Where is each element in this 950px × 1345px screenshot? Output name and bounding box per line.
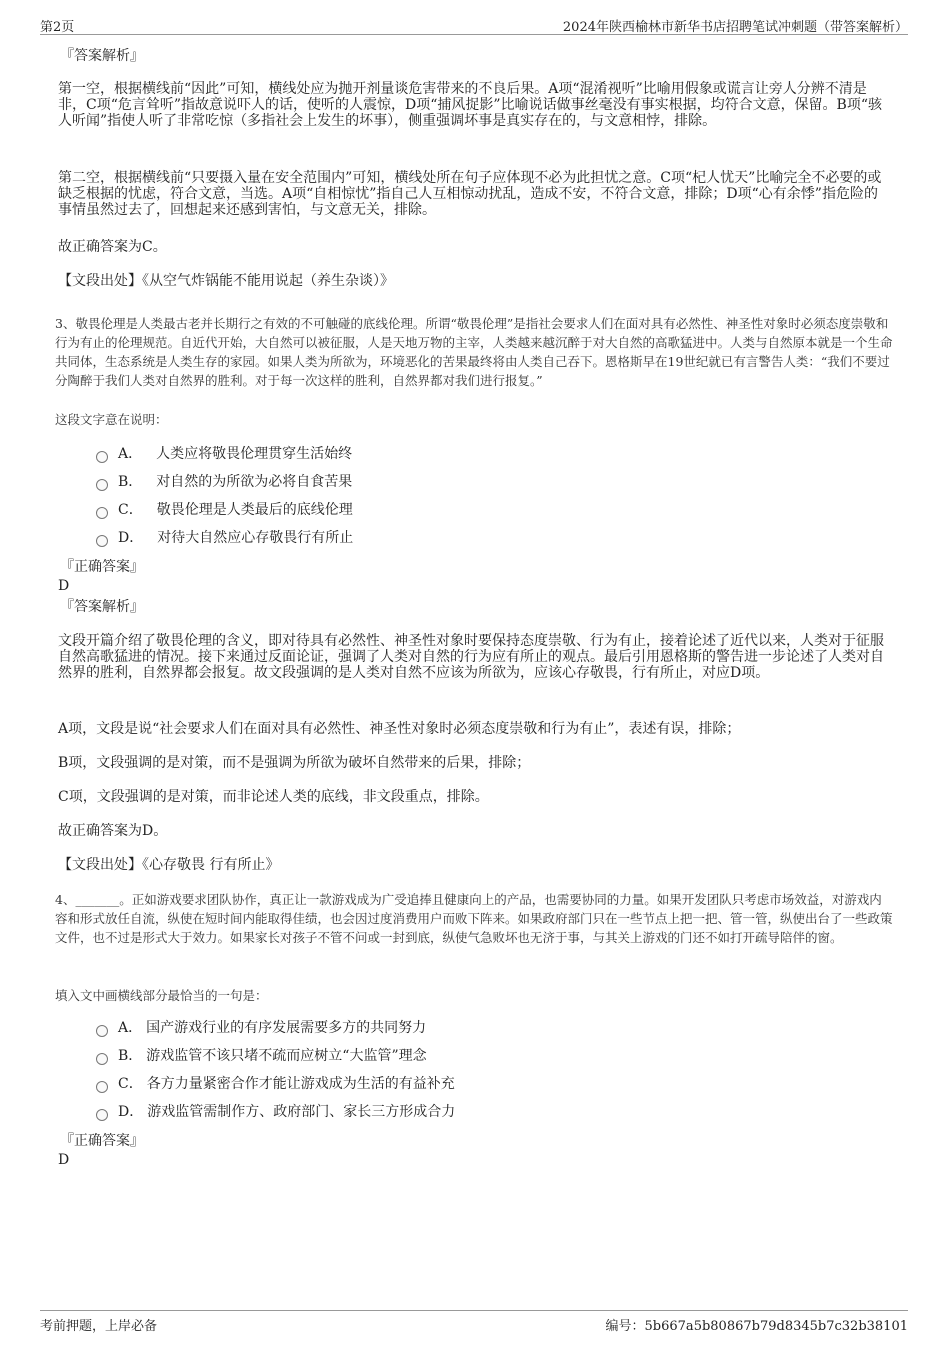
q3-prompt: 这段文字意在说明： (55, 412, 168, 427)
q3-option-c[interactable] (96, 501, 353, 519)
q2-analysis-label: 『答案解析』 (60, 48, 144, 64)
q2-analysis-para2: 第二空，根据横线前“只要摄入量在安全范围内”可知，横线处所在句子应体现不必为此担忧之意。C项“杞人忧天”比喻完全不必要的或缺乏根据的忧虑，符合文意，当选。A项“自相惊忧”指自己人互相惊动扰乱，造成不安，不符合文意，排除；D项“心有余悸”指危险的事情虽然过去了，回想起来还感到害怕，与文意无关，排除。 (58, 170, 882, 218)
q4-option-a-letter: A． (118, 1020, 143, 1036)
q4-option-c-letter: C． (118, 1076, 143, 1092)
footer-slogan: 考前押题，上岸必备 (40, 1319, 158, 1334)
radio-icon[interactable] (96, 507, 108, 519)
q4-option-c-text: 各方力量紧密合作才能让游戏成为生活的有益补充 (146, 1076, 455, 1092)
page-number: 第2页 (40, 20, 75, 35)
q2-source: 【文段出处】《从空气炸锅能不能用说起（养生杂谈）》 (58, 273, 394, 289)
q3-analysis-label: 『答案解析』 (60, 599, 144, 615)
q4-prompt: 填入文中画横线部分最恰当的一句是： (55, 988, 268, 1003)
q3-option-b-letter: B． (118, 474, 143, 490)
q3-option-d-text: 对待大自然应心存敬畏行有所止 (157, 530, 354, 546)
q2-analysis-para1: 第一空，根据横线前“因此”可知，横线处应为抛开剂量谈危害带来的不良后果。A项“混淆视听”比喻用假象或谎言让旁人分辨不清是非，C项“危言耸听”指故意说吓人的话，使听的人震惊，D项“捕风捉影”比喻说话做事丝毫没有事实根据，均符合文意，保留。B项“骇人听闻”指使人听了非常吃惊（多指社会上发生的坏事），侧重强调坏事是真实存在的，与文意相悖，排除。 (58, 81, 883, 129)
radio-icon[interactable] (96, 535, 108, 547)
q3-analysis-option-a: A项，文段是说“社会要求人们在面对具有必然性、神圣性对象时必须态度崇敬和行为有止”，表述有误，排除； (58, 721, 741, 737)
radio-icon[interactable] (96, 1025, 108, 1037)
q4-option-a-text: 国产游戏行业的有序发展需要多方的共同努力 (146, 1020, 427, 1036)
radio-icon[interactable] (96, 1053, 108, 1065)
radio-icon[interactable] (96, 1109, 108, 1121)
q3-analysis-option-c: C项，文段强调的是对策，而非论述人类的底线，非文段重点，排除。 (58, 789, 489, 805)
q3-analysis-para1: 文段开篇介绍了敬畏伦理的含义，即对待具有必然性、神圣性对象时要保持态度崇敬、行为有止，接着论述了近代以来，人类对于征服自然高歌猛进的情况。接下来通过反面论证，强调了人类对自然的行为应有所止的观点。最后引用恩格斯的警告进一步论述了人类对自然界的胜利，自然界都会报复。故文段强调的是人类对自然不应该为所欲为，应该心存敬畏，行有所止，对应D项。 (58, 633, 884, 681)
q3-option-b[interactable] (96, 473, 352, 491)
q3-option-d-letter: D． (118, 530, 144, 546)
q4-option-b-letter: B． (118, 1048, 143, 1064)
q2-conclusion: 故正确答案为C。 (58, 239, 167, 255)
q4-option-b[interactable] (96, 1047, 427, 1065)
q3-option-c-text: 敬畏伦理是人类最后的底线伦理 (156, 502, 353, 518)
q3-option-d[interactable] (96, 529, 353, 547)
q3-option-a-letter: A． (118, 446, 143, 462)
q4-text: 4、_______。正如游戏要求团队协作，真正让一款游戏成为广受追捧且健康向上的产品，也需要协同的力量。如果开发团队只考虑市场效益，对游戏内容和形式放任自流，纵使在短时间内能取得佳绩，也会因过度消费用户而败下阵来。如果政府部门只在一些节点上把一把、管一管，纵使出台了一些政策文件，也不过是形式大于效力。如果家长对孩子不管不问或一封到底，纵使气急败坏也无济于事，与其关上游戏的门还不如打开疏导陪伴的窗。 (55, 892, 893, 945)
q4-option-d[interactable] (96, 1103, 455, 1121)
document-title: 2024年陕西榆林市新华书店招聘笔试冲刺题（带答案解析） (562, 20, 908, 35)
q4-option-d-text: 游戏监管需制作方、政府部门、家长三方形成合力 (147, 1104, 456, 1120)
q3-text: 3、敬畏伦理是人类最古老并长期行之有效的不可触碰的底线伦理。所谓“敬畏伦理”是指社会要求人们在面对具有必然性、神圣性对象时必须态度崇敬和行为有止的伦理规范。自近代开始，大自然可以被征服，人是天地万物的主宰，人类越来越沉醉于对大自然的高歌猛进中。人类与自然原本就是一个生命共同体，生态系统是人类生存的家园。如果人类为所欲为，环境恶化的苦果最终将由人类自己吞下。恩格斯早在19世纪就已有言警告人类：“我们不要过分陶醉于我们人类对自然界的胜利。对于每一次这样的胜利，自然界都对我们进行报复。” (55, 316, 893, 388)
q3-answer: D (58, 578, 70, 594)
page-header (40, 14, 908, 35)
q3-conclusion: 故正确答案为D。 (58, 823, 168, 839)
q3-option-a[interactable] (96, 445, 352, 463)
q4-option-a[interactable] (96, 1019, 426, 1037)
q4-option-d-letter: D． (118, 1104, 144, 1120)
document-id: 编号：5b667a5b80867b79d8345b7c32b38101 (605, 1319, 908, 1334)
radio-icon[interactable] (96, 1081, 108, 1093)
q3-analysis-option-b: B项，文段强调的是对策，而不是强调为所欲为破坏自然带来的后果，排除； (58, 755, 531, 771)
q3-source: 【文段出处】《心存敬畏 行有所止》 (58, 857, 280, 873)
q4-answer-label: 『正确答案』 (60, 1133, 144, 1149)
q3-answer-label: 『正确答案』 (60, 559, 144, 575)
q3-option-b-text: 对自然的为所欲为必将自食苦果 (156, 474, 353, 490)
q4-option-b-text: 游戏监管不该只堵不疏而应树立“大监管”理念 (146, 1048, 427, 1064)
q4-option-c[interactable] (96, 1075, 455, 1093)
page-footer (40, 1310, 908, 1335)
radio-icon[interactable] (96, 479, 108, 491)
q3-option-a-text: 人类应将敬畏伦理贯穿生活始终 (156, 446, 353, 462)
q3-option-c-letter: C． (118, 502, 143, 518)
q4-answer: D (58, 1152, 70, 1168)
radio-icon[interactable] (96, 451, 108, 463)
